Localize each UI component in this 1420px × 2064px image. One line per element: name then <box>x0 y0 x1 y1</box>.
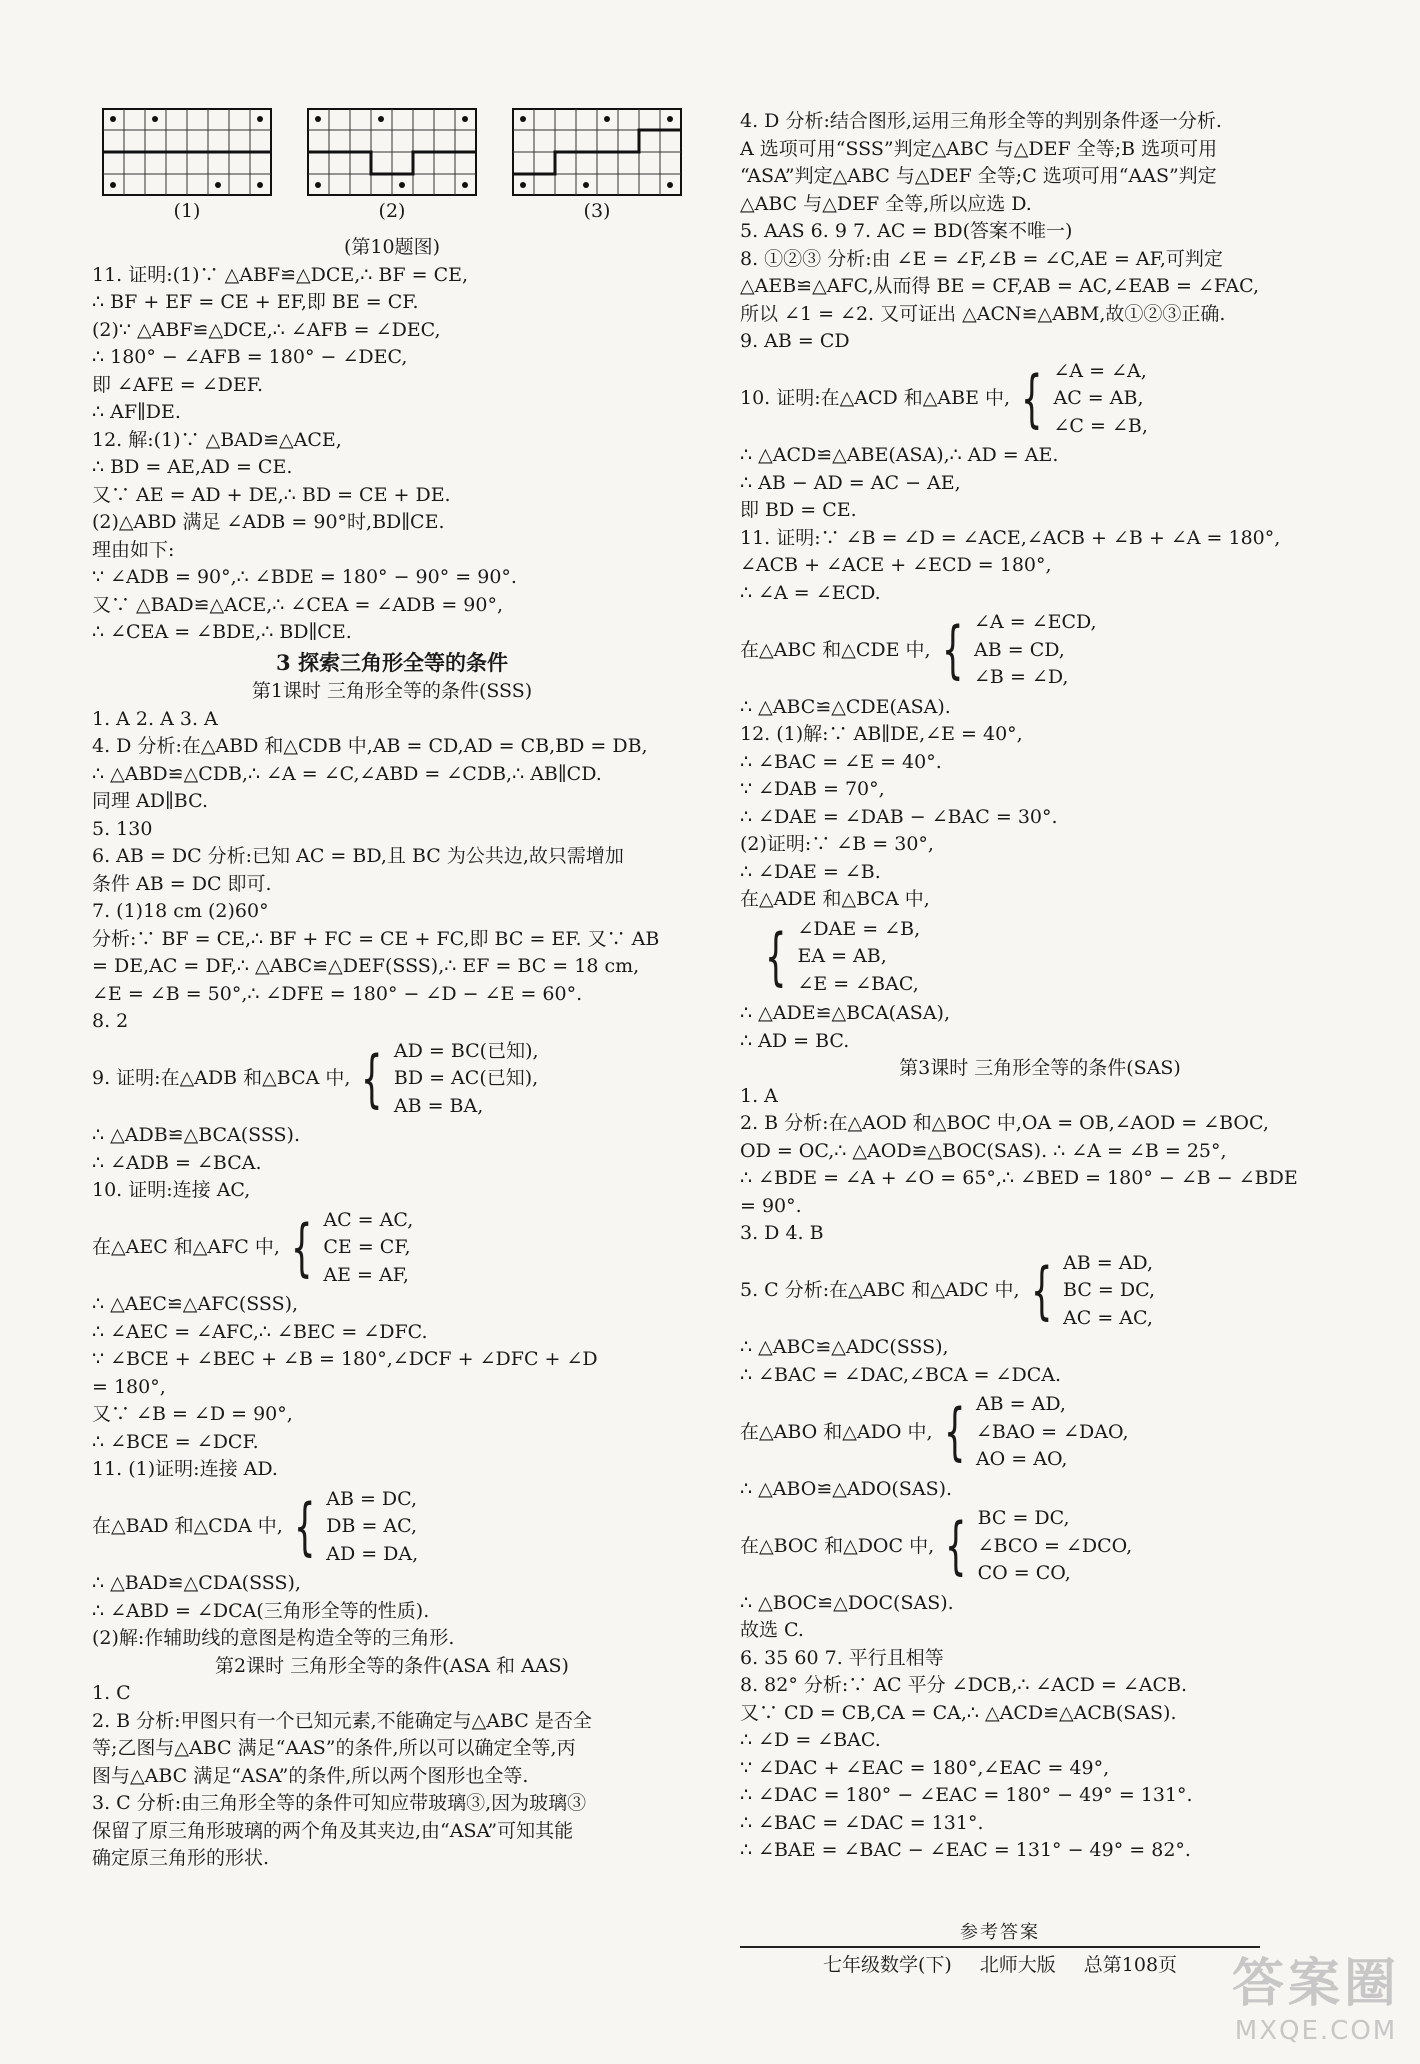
answer-line: ∵ ∠DAC + ∠EAC = 180°,∠EAC = 49°, <box>740 1756 1110 1779</box>
footer-grade: 七年级数学(下) <box>822 1954 952 1976</box>
r5-prefix: 5. C 分析:在△ABC 和△ADC 中, <box>740 1279 1020 1301</box>
answer-line: ∴ BD = AE,AD = CE. <box>92 456 293 478</box>
answer-line: (2)△ABD 满足 ∠ADB = 90°时,BD∥CE. <box>92 511 445 533</box>
answer-line: ∴ AB − AD = AC − AE, <box>740 471 961 494</box>
equation: AO = AO, <box>975 1448 1068 1470</box>
lesson-1-title: 第1课时 三角形全等的条件(SSS) <box>251 680 533 702</box>
answer-line: (2)∵ △ABF≌△DCE,∴ ∠AFB = ∠DEC, <box>92 318 441 341</box>
lesson-2-title: 第2课时 三角形全等的条件(ASA 和 AAS) <box>215 1654 569 1677</box>
watermark-site: MXQE.COM <box>1234 2016 1398 2046</box>
answers-block-1 <box>92 262 692 647</box>
q9-prefix: 9. 证明:在△ADB 和△BCA 中, <box>92 1067 351 1089</box>
r11-system <box>740 609 1340 692</box>
answer-line: 1. A 2. A 3. A <box>92 707 218 730</box>
answer-line: 在△ADE 和△BCA 中, <box>740 888 930 910</box>
answer-line: = 180°, <box>92 1375 166 1398</box>
answer-line: 8. 2 <box>92 1010 129 1032</box>
q10-conclusion <box>92 1291 692 1456</box>
answer-line: 即 BD = CE. <box>740 499 857 521</box>
figure-caption: (第10题图) <box>343 236 440 258</box>
r11-prefix: 在△ABC 和△CDE 中, <box>740 638 931 661</box>
r10-prefix: 10. 证明:在△ACD 和△ABE 中, <box>740 387 1011 409</box>
equation: CO = CO, <box>977 1562 1071 1584</box>
r5-equations-2 <box>976 1391 1129 1474</box>
equation: ∠BAO = ∠DAO, <box>975 1420 1129 1443</box>
equation: AB = CD, <box>974 638 1065 661</box>
footer-divider <box>740 1946 1260 1948</box>
q10-prefix: 在△AEC 和△AFC 中, <box>92 1236 280 1258</box>
answer-line: 4. D 分析:在△ABD 和△CDB 中,AB = CD,AD = CB,BD = DB, <box>92 735 648 757</box>
answer-line: 确定原三角形的形状. <box>92 1847 270 1869</box>
lesson-3-answers <box>740 1083 1340 1248</box>
answer-line: 同理 AD∥BC. <box>92 790 208 812</box>
equation: ∠A = ∠ECD, <box>974 611 1097 633</box>
equation: AB = AD, <box>1063 1251 1154 1274</box>
answer-line: ∴ ∠DAC = 180° − ∠EAC = 180° − 49° = 131°. <box>740 1784 1193 1806</box>
answer-line: 图与△ABC 满足“ASA”的条件,所以两个图形也全等. <box>92 1764 529 1787</box>
r5-system-2 <box>740 1391 1340 1474</box>
r5-prefix-2: 在△ABO 和△ADO 中, <box>740 1420 933 1443</box>
answer-line: 1. C <box>92 1682 131 1704</box>
answer-line: 5. AAS 6. 9 7. AC = BD(答案不唯一) <box>740 220 1073 242</box>
q10-head: 10. 证明:连接 AC, <box>92 1179 251 1201</box>
answer-line: ∴ 180° − ∠AFB = 180° − ∠DEC, <box>92 346 408 368</box>
answer-line: (2)证明:∵ ∠B = 30°, <box>740 833 934 855</box>
answer-line: 3. D 4. B <box>740 1222 824 1244</box>
answer-line: 故选 C. <box>740 1619 804 1641</box>
answer-line: = 90°. <box>740 1194 802 1217</box>
equation: BC = DC, <box>1063 1279 1156 1301</box>
answer-line: 又∵ ∠B = ∠D = 90°, <box>92 1403 293 1425</box>
answer-line: 又∵ AE = AD + DE,∴ BD = CE + DE. <box>92 483 451 506</box>
lesson-2-answers <box>92 1680 692 1873</box>
answer-line: ∴ ∠BCE = ∠DCF. <box>92 1430 259 1453</box>
q11-equations <box>326 1486 418 1569</box>
figure-2 <box>297 108 487 228</box>
answer-line: 条件 AB = DC 即可. <box>92 872 272 895</box>
brace-icon: { <box>941 613 964 687</box>
equation: AC = AC, <box>1063 1306 1153 1329</box>
r5-system-1 <box>740 1250 1340 1333</box>
grid-figure-3 <box>512 108 682 196</box>
answer-line: ∴ ∠AEC = ∠AFC,∴ ∠BEC = ∠DFC. <box>92 1320 428 1343</box>
lesson-1-answers <box>92 706 692 1036</box>
answer-line: ∴ △BOC≌△DOC(SAS). <box>740 1591 954 1614</box>
answer-line: 2. B 分析:甲图只有一个已知元素,不能确定与△ABC 是否全 <box>92 1709 592 1732</box>
answer-line: (2)解:作辅助线的意图是构造全等的三角形. <box>92 1627 455 1649</box>
equation: DB = AC, <box>326 1515 418 1537</box>
r11-equations <box>974 609 1097 692</box>
r5-system-3 <box>740 1505 1340 1588</box>
brace-icon: { <box>361 1041 383 1115</box>
answer-line: A 选项可用“SSS”判定△ABC 与△DEF 全等;B 选项可用 <box>740 137 1218 160</box>
answer-line: ∴ ∠BAC = ∠DAC,∠BCA = ∠DCA. <box>740 1363 1061 1386</box>
left-column <box>92 108 692 1873</box>
equation: AC = AC, <box>323 1208 414 1231</box>
answer-line: ∴ ∠BAE = ∠BAC − ∠EAC = 131° − 49° = 82°. <box>740 1839 1191 1861</box>
r10-system <box>740 358 1340 441</box>
watermark-text: 答案圈 <box>1231 1954 1400 2014</box>
answer-line: “ASA”判定△ABC 与△DEF 全等;C 选项可用“AAS”判定 <box>740 165 1217 187</box>
answer-line: 保留了原三角形玻璃的两个角及其夹边,由“ASA”可知其能 <box>92 1819 574 1842</box>
right-column <box>740 108 1340 1865</box>
answer-line: 6. 35 60 7. 平行且相等 <box>740 1646 944 1669</box>
answer-line: 9. AB = CD <box>740 330 850 352</box>
answer-line: ∵ ∠DAB = 70°, <box>740 778 885 800</box>
r12-equations <box>797 916 920 999</box>
equation: BD = AC(已知), <box>393 1067 539 1089</box>
r11-conclusion <box>740 694 1340 914</box>
r5-equations-3 <box>978 1505 1133 1588</box>
answer-line: 理由如下: <box>92 538 175 561</box>
page-footer <box>740 1918 1260 1977</box>
answer-line: 又∵ CD = CB,CA = CA,∴ △ACD≌△ACB(SAS). <box>740 1701 1177 1724</box>
answer-line: 所以 ∠1 = ∠2. 又可证出 △ACN≌△ABM,故①②③正确. <box>740 302 1226 325</box>
answer-line: ∴ △ABO≌△ADO(SAS). <box>740 1477 953 1500</box>
figure-2-label: (2) <box>378 200 406 222</box>
answer-line: △AEB≌△AFC,从而得 BE = CF,AB = AC,∠EAB = ∠FAC, <box>740 275 1260 297</box>
answer-line: ∴ ∠ADB = ∠BCA. <box>92 1151 262 1174</box>
answer-line: ∴ △ABD≌△CDB,∴ ∠A = ∠C,∠ABD = ∠CDB,∴ AB∥CD. <box>92 762 602 785</box>
q11-system <box>92 1486 692 1569</box>
answer-line: ∴ ∠DAE = ∠B. <box>740 860 881 883</box>
answer-line: ∴ ∠BAC = ∠DAC = 131°. <box>740 1811 984 1834</box>
r5-step-1 <box>740 1334 1340 1389</box>
answer-line: 1. A <box>740 1084 778 1107</box>
lesson-3-title: 第3课时 三角形全等的条件(SAS) <box>899 1057 1181 1079</box>
answer-line: 等;乙图与△ABC 满足“AAS”的条件,所以可以确定全等,丙 <box>92 1737 576 1759</box>
answer-line: ∴ △AEC≌△AFC(SSS), <box>92 1293 299 1315</box>
answer-line: ∴ ∠BAC = ∠E = 40°. <box>740 750 942 773</box>
equation: ∠DAE = ∠B, <box>797 917 921 940</box>
equation: AC = AB, <box>1053 387 1144 409</box>
answer-line: 5. 130 <box>92 817 153 840</box>
footer-page: 总第108页 <box>1083 1954 1178 1976</box>
r5-step-2 <box>740 1476 1340 1504</box>
watermark-logo <box>1232 1941 1400 2046</box>
answer-line: 11. 证明:(1)∵ △ABF≌△DCE,∴ BF = CE, <box>92 263 469 286</box>
answer-line: ∴ ∠A = ∠ECD. <box>740 581 881 604</box>
r5-prefix-3: 在△BOC 和△DOC 中, <box>740 1534 935 1557</box>
figure-1 <box>92 108 282 228</box>
q10-equations <box>323 1207 413 1290</box>
equation: ∠E = ∠BAC, <box>797 972 919 995</box>
brace-icon: { <box>764 919 787 993</box>
equation: BC = DC, <box>977 1507 1070 1529</box>
section-title: 3 探索三角形全等的条件 <box>276 649 508 675</box>
r10-equations <box>1054 358 1148 441</box>
answer-line: △ABC 与△DEF 全等,所以应选 D. <box>740 192 1032 215</box>
q10-system <box>92 1207 692 1290</box>
answer-line: 分析:∵ BF = CE,∴ BF + FC = CE + FC,即 BC = EF. 又∵ AB <box>92 927 660 950</box>
equation: AD = BC(已知), <box>393 1039 539 1062</box>
q11-head: 11. (1)证明:连接 AD. <box>92 1458 278 1480</box>
r12-system <box>740 916 1340 999</box>
brace-icon: { <box>1030 1253 1053 1327</box>
figure-3-label: (3) <box>583 200 611 222</box>
answer-line: ∵ ∠ADB = 90°,∴ ∠BDE = 180° − 90° = 90°. <box>92 566 517 588</box>
equation: EA = AB, <box>797 945 887 967</box>
answer-line: ∴ ∠CEA = ∠BDE,∴ BD∥CE. <box>92 621 352 643</box>
answer-line: ∵ ∠BCE + ∠BEC + ∠B = 180°,∠DCF + ∠DFC + ∠D <box>92 1348 598 1370</box>
r5-step-3 <box>740 1590 1340 1865</box>
q9-equations <box>394 1038 539 1121</box>
equation: ∠C = ∠B, <box>1053 414 1148 437</box>
brace-icon: { <box>943 1395 966 1469</box>
answer-line: ∠ACB + ∠ACE + ∠ECD = 180°, <box>740 554 1052 576</box>
answer-line: 又∵ △BAD≌△ACE,∴ ∠CEA = ∠ADB = 90°, <box>92 593 503 616</box>
equation: AB = DC, <box>326 1487 418 1510</box>
answer-line: ∴ ∠DAE = ∠DAB − ∠BAC = 30°. <box>740 805 1058 828</box>
answer-line: 12. 解:(1)∵ △BAD≌△ACE, <box>92 428 342 451</box>
footer-title: 参考答案 <box>960 1922 1040 1943</box>
equation: ∠A = ∠A, <box>1053 359 1147 382</box>
answer-line: ∠E = ∠B = 50°,∴ ∠DFE = 180° − ∠D − ∠E = 60°. <box>92 982 583 1005</box>
equation: AB = AD, <box>975 1393 1066 1415</box>
answer-line: 2. B 分析:在△AOD 和△BOC 中,OA = OB,∠AOD = ∠BOC, <box>740 1112 1269 1134</box>
answer-line: ∴ AF∥DE. <box>92 401 181 423</box>
brace-icon: { <box>945 1509 967 1583</box>
answer-line: 即 ∠AFE = ∠DEF. <box>92 373 264 396</box>
figure-3 <box>502 108 692 228</box>
answer-line: ∴ BF + EF = CE + EF,即 BE = CF. <box>92 291 419 313</box>
answer-line: ∴ ∠BDE = ∠A + ∠O = 65°,∴ ∠BED = 180° − ∠B − ∠BDE <box>740 1167 1298 1189</box>
equation: ∠BCO = ∠DCO, <box>977 1534 1133 1557</box>
r12-conclusion <box>740 1000 1340 1055</box>
answer-line: 4. D 分析:结合图形,运用三角形全等的判别条件逐一分析. <box>740 110 1222 132</box>
q9-conclusion <box>92 1122 692 1177</box>
q11-conclusion <box>92 1570 692 1653</box>
answer-line: 8. 82° 分析:∵ AC 平分 ∠DCB,∴ ∠ACD = ∠ACB. <box>740 1674 1188 1696</box>
equation: AB = BA, <box>393 1094 484 1117</box>
answer-line: 3. C 分析:由三角形全等的条件可知应带玻璃③,因为玻璃③ <box>92 1792 587 1814</box>
answer-line: 7. (1)18 cm (2)60° <box>92 900 269 922</box>
lesson-2-answers-cont <box>740 108 1340 356</box>
brace-icon: { <box>293 1489 316 1563</box>
r10-conclusion <box>740 442 1340 525</box>
answer-line: 11. 证明:∵ ∠B = ∠D = ∠ACE,∠ACB + ∠B + ∠A = 180°, <box>740 526 1281 549</box>
equation: AE = AF, <box>323 1263 409 1286</box>
footer-info <box>740 1950 1260 1977</box>
figure-1-label: (1) <box>173 200 201 222</box>
footer-edition: 北师大版 <box>979 1954 1056 1976</box>
grid-figure-2 <box>307 108 477 196</box>
answer-line: ∴ △ADB≌△BCA(SSS). <box>92 1124 301 1146</box>
figure-row <box>92 108 692 228</box>
answer-line: 6. AB = DC 分析:已知 AC = BD,且 BC 为公共边,故只需增加 <box>92 845 624 867</box>
grid-figure-1 <box>102 108 272 196</box>
r11-proof <box>740 525 1340 608</box>
answer-line: ∴ △BAD≌△CDA(SSS), <box>92 1572 301 1594</box>
r5-equations <box>1063 1250 1155 1333</box>
q11-prefix: 在△BAD 和△CDA 中, <box>92 1515 283 1537</box>
answer-line: ∴ AD = BC. <box>740 1029 850 1052</box>
equation: AD = DA, <box>326 1542 419 1565</box>
brace-icon: { <box>1020 361 1043 435</box>
answer-line: ∴ ∠ABD = ∠DCA(三角形全等的性质). <box>92 1599 430 1622</box>
brace-icon: { <box>290 1210 313 1284</box>
answer-line: = DE,AC = DF,∴ △ABC≌△DEF(SSS),∴ EF = BC = 18 cm, <box>92 955 640 977</box>
answer-line: ∴ ∠D = ∠BAC. <box>740 1729 881 1751</box>
answer-line: ∴ △ADE≌△BCA(ASA), <box>740 1002 950 1024</box>
answer-line: 8. ①②③ 分析:由 ∠E = ∠F,∠B = ∠C,AE = AF,可判定 <box>740 247 1223 270</box>
q9-system <box>92 1038 692 1121</box>
answer-line: ∴ △ACD≌△ABE(ASA),∴ AD = AE. <box>740 444 1059 466</box>
answer-line: ∴ △ABC≌△ADC(SSS), <box>740 1336 949 1358</box>
equation: ∠B = ∠D, <box>974 666 1069 688</box>
equation: CE = CF, <box>323 1236 411 1258</box>
answer-line: ∴ △ABC≌△CDE(ASA). <box>740 695 951 718</box>
answer-line: OD = OC,∴ △AOD≌△BOC(SAS). ∴ ∠A = ∠B = 25°, <box>740 1139 1227 1162</box>
answer-line: 12. (1)解:∵ AB∥DE,∠E = 40°, <box>740 723 1023 745</box>
